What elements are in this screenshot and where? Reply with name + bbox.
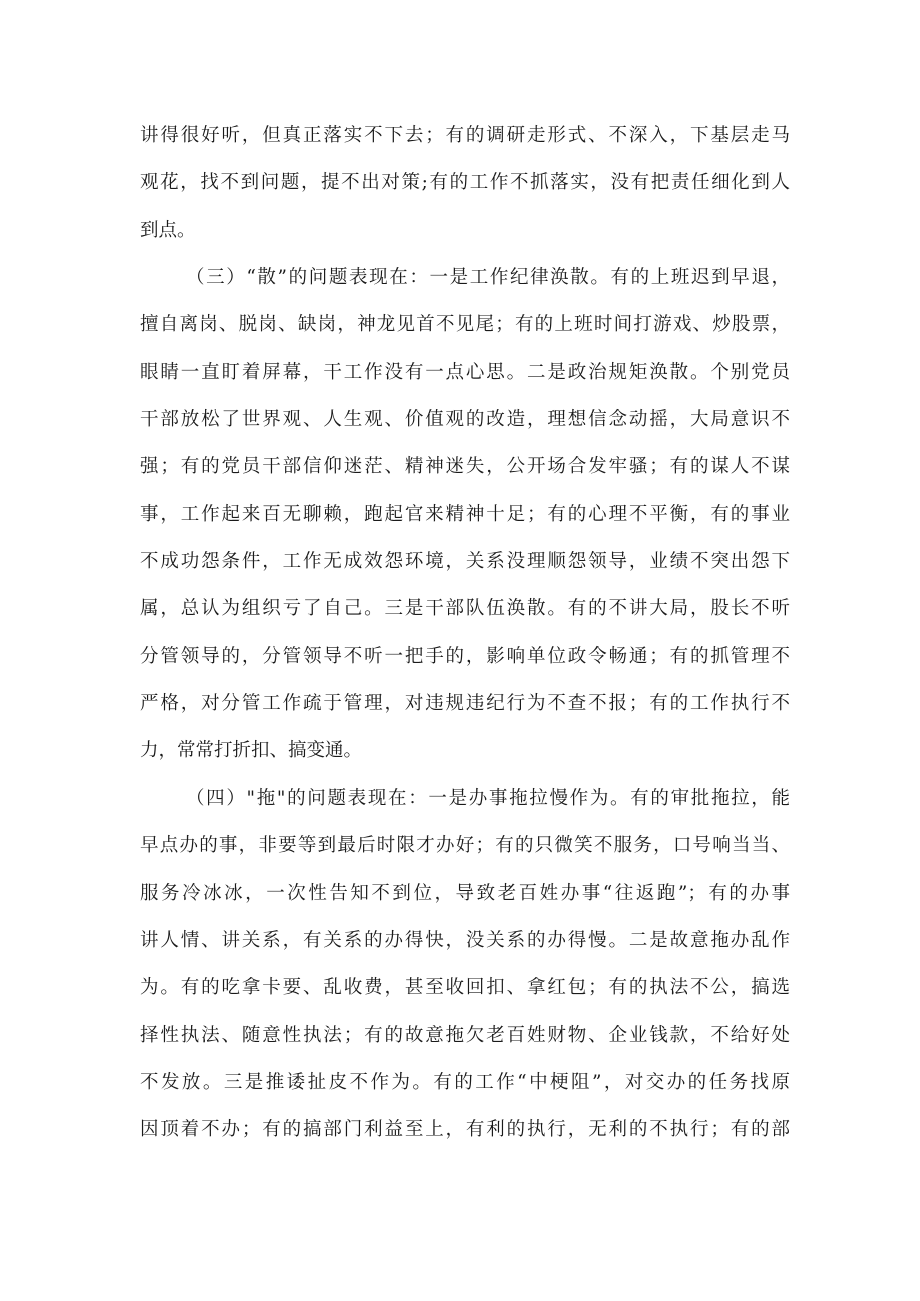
text-line: 早点办的事，非要等到最后时限才办好；有的只微笑不服务，口号响当当、 [140, 835, 790, 857]
text-line: 眼睛一直盯着屏幕，干工作没有一点心思。二是政治规矩涣散。个别党员 [140, 361, 790, 383]
text-line: 事，工作起来百无聊赖，跑起官来精神十足；有的心理不平衡，有的事业 [140, 503, 790, 525]
text-line: 擅自离岗、脱岗、缺岗，神龙见首不见尾；有的上班时间打游戏、炒股票， [140, 314, 790, 336]
text-line: 到点。 [140, 219, 196, 241]
text-line: 服务冷冰冰，一次性告知不到位，导致老百姓办事“往返跑”；有的办事 [140, 882, 790, 904]
text-line: 讲人情、讲关系，有关系的办得快，没关系的办得慢。二是故意拖办乱作 [140, 929, 790, 951]
text-line: 不发放。三是推诿扯皮不作为。有的工作“中梗阻”，对交办的任务找原 [140, 1071, 790, 1093]
text-line: 干部放松了世界观、人生观、价值观的改造，理想信念动摇，大局意识不 [140, 409, 790, 431]
text-line: 讲得很好听，但真正落实不下去；有的调研走形式、不深入，下基层走马 [140, 125, 790, 146]
text-line: 不成功怨条件，工作无成效怨环境，关系没理顺怨领导，业绩不突出怨下 [140, 551, 790, 573]
section-four-first-line: （四）"拖"的问题表现在：一是办事拖拉慢作为。有的审批拖拉，能 [186, 787, 790, 809]
text-line: 严格，对分管工作疏于管理，对违规违纪行为不查不报；有的工作执行不 [140, 693, 790, 715]
text-line: 择性执法、随意性执法；有的故意拖欠老百姓财物、企业钱款，不给好处 [140, 1024, 790, 1046]
text-line: 为。有的吃拿卡要、乱收费，甚至收回扣、拿红包；有的执法不公，搞选 [140, 977, 790, 999]
body-text [140, 116, 790, 1158]
text-line: 力，常常打折扣、搞变通。 [140, 740, 363, 762]
text-line: 因顶着不办；有的搞部门利益至上，有利的执行，无利的不执行；有的部 [140, 1119, 790, 1141]
text-line: 属，总认为组织亏了自己。三是干部队伍涣散。有的不讲大局，股长不听 [140, 598, 790, 620]
text-line: 观花，找不到问题，提不出对策;有的工作不抓落实，没有把责任细化到人 [140, 172, 790, 194]
text-line: 强；有的党员干部信仰迷茫、精神迷失，公开场合发牢骚；有的谋人不谋 [140, 456, 790, 478]
section-three-first-line: （三）“散”的问题表现在：一是工作纪律涣散。有的上班迟到早退， [186, 267, 790, 289]
text-line: 分管领导的，分管领导不听一把手的，影响单位政令畅通；有的抓管理不 [140, 645, 790, 667]
